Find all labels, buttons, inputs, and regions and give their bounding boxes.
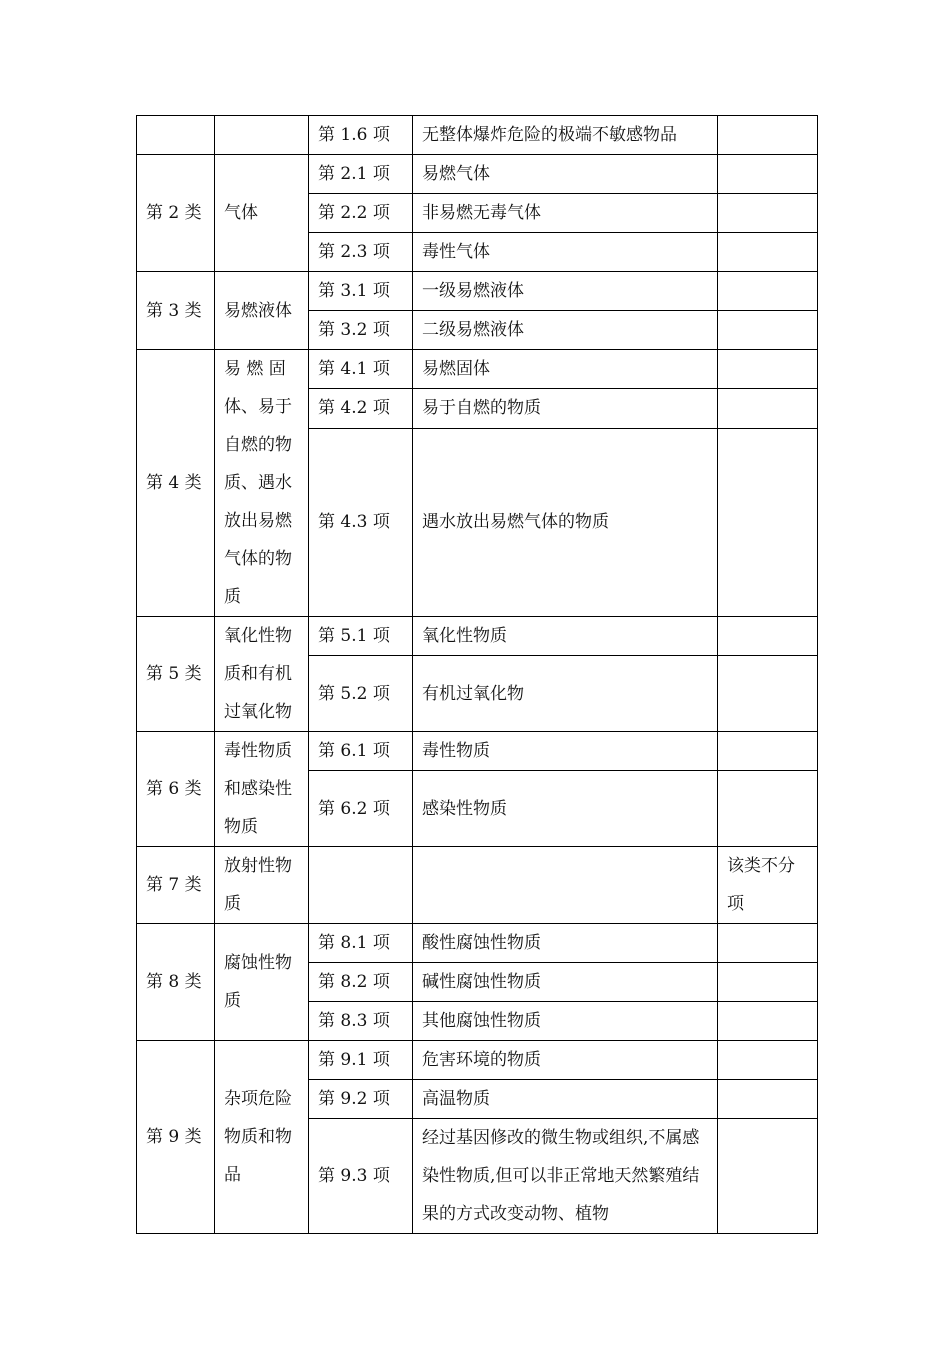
description-cell: 一级易燃液体 — [413, 272, 718, 311]
description-cell: 易燃固体 — [413, 350, 718, 389]
note-cell — [718, 924, 818, 963]
note-cell — [718, 272, 818, 311]
description-cell — [413, 847, 718, 924]
class-name-cell: 腐蚀性物质 — [215, 924, 309, 1041]
note-cell — [718, 1041, 818, 1080]
description-cell: 二级易燃液体 — [413, 311, 718, 350]
division-cell: 第 3.1 项 — [309, 272, 413, 311]
note-cell — [718, 233, 818, 272]
division-cell: 第 5.1 项 — [309, 617, 413, 656]
division-cell: 第 9.2 项 — [309, 1080, 413, 1119]
class-cell: 第 4 类 — [137, 350, 215, 617]
description-cell: 感染性物质 — [413, 771, 718, 847]
note-cell — [718, 311, 818, 350]
division-cell: 第 6.2 项 — [309, 771, 413, 847]
description-cell: 毒性物质 — [413, 732, 718, 771]
description-cell: 易燃气体 — [413, 155, 718, 194]
class-name-cell: 放射性物质 — [215, 847, 309, 924]
division-cell: 第 5.2 项 — [309, 656, 413, 732]
note-cell — [718, 771, 818, 847]
table-row — [137, 1041, 818, 1080]
note-cell — [718, 1002, 818, 1041]
class-name-cell — [215, 116, 309, 155]
description-cell: 酸性腐蚀性物质 — [413, 924, 718, 963]
table-row — [137, 924, 818, 963]
class-cell: 第 5 类 — [137, 617, 215, 732]
class-cell: 第 7 类 — [137, 847, 215, 924]
note-cell — [718, 732, 818, 771]
note-cell — [718, 116, 818, 155]
table-row — [137, 847, 818, 924]
division-cell: 第 6.1 项 — [309, 732, 413, 771]
note-cell — [718, 656, 818, 732]
division-cell: 第 2.2 项 — [309, 194, 413, 233]
division-cell: 第 1.6 项 — [309, 116, 413, 155]
note-cell — [718, 617, 818, 656]
division-cell: 第 8.3 项 — [309, 1002, 413, 1041]
note-cell — [718, 963, 818, 1002]
class-cell: 第 8 类 — [137, 924, 215, 1041]
division-cell: 第 3.2 项 — [309, 311, 413, 350]
note-cell: 该类不分项 — [718, 847, 818, 924]
class-cell — [137, 116, 215, 155]
note-cell — [718, 350, 818, 389]
division-cell: 第 4.1 项 — [309, 350, 413, 389]
note-cell — [718, 389, 818, 428]
division-cell: 第 9.1 项 — [309, 1041, 413, 1080]
note-cell — [718, 1080, 818, 1119]
class-cell: 第 2 类 — [137, 155, 215, 272]
table-row — [137, 155, 818, 194]
description-cell: 氧化性物质 — [413, 617, 718, 656]
class-name-cell: 易燃液体 — [215, 272, 309, 350]
class-name-cell: 气体 — [215, 155, 309, 272]
table-row — [137, 350, 818, 389]
description-cell: 高温物质 — [413, 1080, 718, 1119]
class-name-cell: 毒性物质和感染性物质 — [215, 732, 309, 847]
class-name-cell: 杂项危险物质和物品 — [215, 1041, 309, 1234]
hazard-classification-table — [136, 115, 818, 1234]
description-cell: 其他腐蚀性物质 — [413, 1002, 718, 1041]
division-cell: 第 8.2 项 — [309, 963, 413, 1002]
division-cell: 第 8.1 项 — [309, 924, 413, 963]
division-cell: 第 4.2 项 — [309, 389, 413, 428]
division-cell: 第 2.1 项 — [309, 155, 413, 194]
description-cell: 有机过氧化物 — [413, 656, 718, 732]
note-cell — [718, 1119, 818, 1234]
description-cell: 危害环境的物质 — [413, 1041, 718, 1080]
class-cell: 第 3 类 — [137, 272, 215, 350]
division-cell: 第 9.3 项 — [309, 1119, 413, 1234]
description-cell: 碱性腐蚀性物质 — [413, 963, 718, 1002]
class-name-cell: 氧化性物质和有机过氧化物 — [215, 617, 309, 732]
division-cell: 第 4.3 项 — [309, 428, 413, 616]
table-row — [137, 272, 818, 311]
description-cell: 毒性气体 — [413, 233, 718, 272]
note-cell — [718, 155, 818, 194]
note-cell — [718, 194, 818, 233]
table-row — [137, 116, 818, 155]
description-cell: 无整体爆炸危险的极端不敏感物品 — [413, 116, 718, 155]
class-cell: 第 6 类 — [137, 732, 215, 847]
description-cell: 遇水放出易燃气体的物质 — [413, 428, 718, 616]
description-cell: 非易燃无毒气体 — [413, 194, 718, 233]
note-cell — [718, 428, 818, 616]
division-cell — [309, 847, 413, 924]
description-cell: 经过基因修改的微生物或组织,不属感染性物质,但可以非正常地天然繁殖结果的方式改变动物、植物 — [413, 1119, 718, 1234]
table-row — [137, 617, 818, 656]
table-row — [137, 732, 818, 771]
description-cell: 易于自燃的物质 — [413, 389, 718, 428]
class-cell: 第 9 类 — [137, 1041, 215, 1234]
class-name-cell: 易 燃 固 体、易于自燃的物质、遇水放出易燃气体的物质 — [215, 350, 309, 617]
division-cell: 第 2.3 项 — [309, 233, 413, 272]
